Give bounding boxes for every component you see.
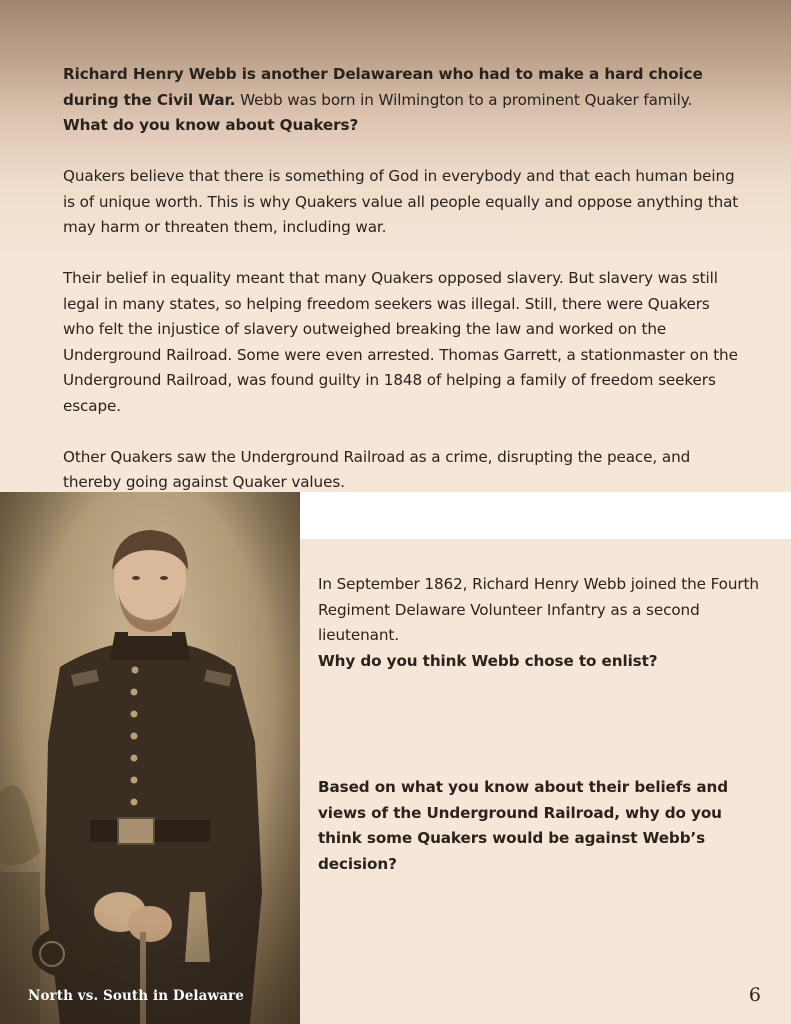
enlist-question: Why do you think Webb chose to enlist? [318,651,658,670]
photo-caption: North vs. South in Delaware [28,988,244,1004]
intro-lead-rest: Webb was born in Wilmington to a prominent Quaker family. [235,90,693,109]
white-band [300,492,791,539]
quakers-question: What do you know about Quakers? [63,116,359,134]
webb-portrait-photo [0,492,300,1024]
quaker-opposition-section [318,775,758,877]
intro-paragraph-1 [63,62,743,139]
intro-paragraph-2: Quakers believe that there is something of God in everybody and that each human being is of unique worth. This is why Quakers value all people equally and oppose anything that may harm or threaten them, including war. [63,167,739,236]
soldier-portrait-illustration [0,492,300,1024]
intro-paragraph-3: Their belief in equality meant that many Quakers opposed slavery. But slavery was still legal in many states, so helping freedom seekers was illegal. Still, there were Quakers who felt the injustice of slavery outweighed breaking the law and worked on the Underground Railroad. Some were even arrested. Thomas Garrett, a stationmaster on the Underground Railroad, was found guilty in 1848 of helping a family of freedom seekers escape. [63,269,738,415]
enlist-section [318,572,778,674]
enlist-text: In September 1862, Richard Henry Webb joined the Fourth Regiment Delaware Volunteer Infantry as a second lieutenant. [318,575,759,644]
quaker-opposition-question: Based on what you know about their beliefs and views of the Underground Railroad, why do you think some Quakers would be against Webb’s decision? [318,778,729,873]
intro-bold-lead: Richard Henry Webb is another Delawarean who had to make a hard choice during the Civil War. [63,65,703,109]
intro-text [63,62,743,521]
page-number: 6 [748,984,761,1006]
intro-paragraph-4: Other Quakers saw the Underground Railroad as a crime, disrupting the peace, and thereby going against Quaker values. [63,447,691,491]
